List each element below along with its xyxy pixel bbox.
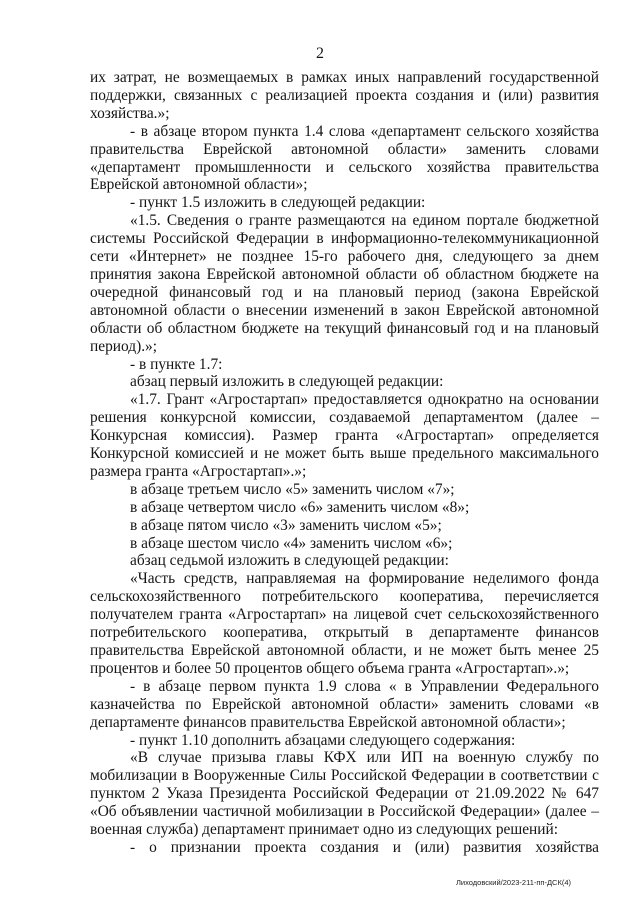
paragraph: абзац первый изложить в следующей редакции: <box>130 373 444 391</box>
paragraph: «Часть средств, направляемая на формирование неделимого фонда сельскохозяйственного потребительского кооператива, перечисляется получателем гранта «Агростартап» на лицевой счет сельскохозяйственного потребительского кооператива, открытый в департаменте финансов правительства Еврейской автономной области, и не может быть менее 25 процентов и более 50 процентов общего объема гранта «Агростартап».»; <box>90 570 599 677</box>
paragraph: в абзаце шестом число «4» заменить числом «6»; <box>130 534 453 552</box>
page-number: 2 <box>316 45 324 62</box>
paragraph: - о признании проекта создания и (или) развития хозяйства <box>130 838 599 856</box>
paragraph: - пункт 1.5 изложить в следующей редакции: <box>130 194 426 212</box>
paragraph: - в абзаце первом пункта 1.9 слова « в Управлении Федерального казначейства по Еврейской автономной области» заменить словами «в департаменте финансов правительства Еврейской автономной области»; <box>90 677 599 731</box>
paragraph: - в абзаце втором пункта 1.4 слова «департамент сельского хозяйства правительства Еврейской автономной области» заменить словами «департамент промышленности и сельского хозяйства правительства Еврейской автономной области»; <box>90 122 599 194</box>
document-body <box>90 69 599 857</box>
paragraph: их затрат, не возмещаемых в рамках иных направлений государственной поддержки, связанных с реализацией проекта создания и (или) развития хозяйства.»; <box>90 69 599 122</box>
document-footer-code: Лиходовский/2023-211-пп-ДСК(4) <box>456 878 572 887</box>
paragraph: - пункт 1.10 дополнить абзацами следующего содержания: <box>130 731 516 749</box>
paragraph: абзац седьмой изложить в следующей редакции: <box>130 552 449 570</box>
paragraph: в абзаце пятом число «3» заменить числом «5»; <box>130 516 442 534</box>
paragraph: - в пункте 1.7: <box>130 355 223 373</box>
paragraph: в абзаце четвертом число «6» заменить числом «8»; <box>130 498 470 516</box>
paragraph: «1.7. Грант «Агростартап» предоставляется однократно на основании решения конкурсной комиссии, создаваемой департаментом (далее – Конкурсная комиссия). Размер гранта «Агростартап» определяется Конкурсной комиссией и не может быть выше предельного максимального размера гранта «Агростартап».»; <box>90 391 599 480</box>
paragraph: «В случае призыва главы КФХ или ИП на военную службу по мобилизации в Вооруженные Силы Российской Федерации в соответствии с пунктом 2 Указа Президента Российской Федерации от 21.09.2022 № 647 «Об объявлении частичной мобилизации в Российской Федерации» (далее – военная служба) департамент принимает одно из следующих решений: <box>90 749 599 839</box>
paragraph: «1.5. Сведения о гранте размещаются на едином портале бюджетной системы Российской Федерации в информационно-телекоммуникационной сети «Интернет» не позднее 15-го рабочего дня, следующего за днем принятия закона Еврейской автономной области об областном бюджете на очередной финансовый год и на плановый период (закона Еврейской автономной области о внесении изменений в закон Еврейской автономной области об областном бюджете на текущий финансовый год и на плановый период).»; <box>90 212 599 355</box>
paragraph: в абзаце третьем число «5» заменить числом «7»; <box>130 480 455 498</box>
